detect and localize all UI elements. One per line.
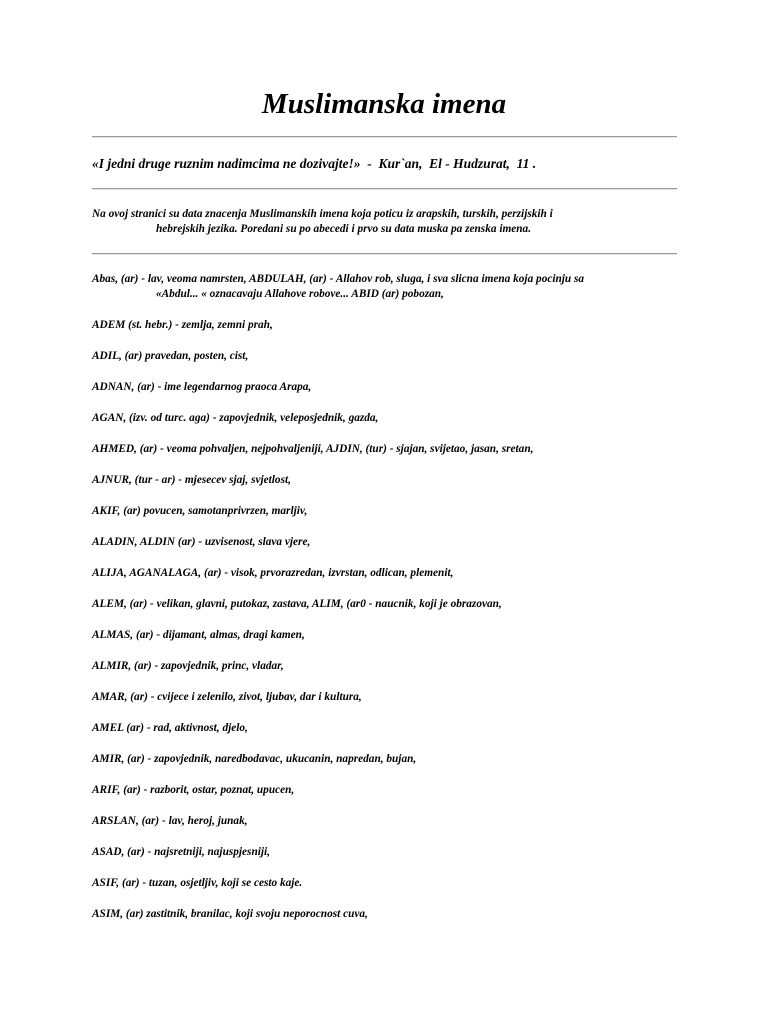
- name-entry-text: ASIM, (ar) zastitnik, branilac, koji svoju neporocnost cuva,: [92, 908, 368, 920]
- name-entry: [92, 272, 682, 302]
- name-entry-text: AKIF, (ar) povucen, samotanprivrzen, marljiv,: [92, 505, 308, 517]
- name-entry-continuation: «Abdul... « oznacavaju Allahove robove... ABID (ar) pobozan,: [156, 288, 444, 300]
- name-entry: [92, 783, 682, 798]
- name-entry-text: ALEM, (ar) - velikan, glavni, putokaz, zastava, ALIM, (ar0 - naucnik, koji je obrazovan,: [92, 598, 502, 610]
- name-entry: [92, 442, 682, 457]
- name-entry: [92, 566, 682, 581]
- name-entry-text: ALADIN, ALDIN (ar) - uzvisenost, slava vjere,: [92, 536, 311, 548]
- intro-line: hebrejskih jezika. Poredani su po abecedi i prvo su data muska pa zenska imena.: [156, 223, 532, 235]
- name-entry-list: [92, 272, 682, 938]
- name-entry-text: ASAD, (ar) - najsretniji, najuspjesniji,: [92, 846, 270, 858]
- divider-rule: [92, 188, 677, 190]
- name-entry-text: ALIJA, AGANALAGA, (ar) - visok, prvorazredan, izvrstan, odlican, plemenit,: [92, 567, 454, 579]
- quran-quote: «I jedni druge ruznim nadimcima ne dozivajte!» - Kur`an, El - Hudzurat, 11 .: [92, 156, 537, 171]
- divider-rule: [92, 136, 677, 138]
- name-entry: [92, 380, 682, 395]
- name-entry-text: ALMAS, (ar) - dijamant, almas, dragi kamen,: [92, 629, 305, 641]
- name-entry-text: AMEL (ar) - rad, aktivnost, djelo,: [92, 722, 248, 734]
- name-entry: [92, 473, 682, 488]
- name-entry: [92, 318, 682, 333]
- name-entry-text: AMIR, (ar) - zapovjednik, naredbodavac, ukucanin, napredan, bujan,: [92, 753, 417, 765]
- name-entry: [92, 504, 682, 519]
- name-entry-text: ADEM (st. hebr.) - zemlja, zemni prah,: [92, 319, 273, 331]
- name-entry: [92, 597, 682, 612]
- name-entry-text: AHMED, (ar) - veoma pohvaljen, nejpohvaljeniji, AJDIN, (tur) - sjajan, svijetao, jasan, sretan,: [92, 443, 534, 455]
- name-entry: [92, 721, 682, 736]
- name-entry-text: ASIF, (ar) - tuzan, osjetljiv, koji se cesto kaje.: [92, 877, 303, 889]
- name-entry: [92, 907, 682, 922]
- name-entry: [92, 876, 682, 891]
- name-entry-text: AMAR, (ar) - cvijece i zelenilo, zivot, ljubav, dar i kultura,: [92, 691, 362, 703]
- name-entry-text: ALMIR, (ar) - zapovjednik, princ, vladar,: [92, 660, 284, 672]
- name-entry: [92, 752, 682, 767]
- name-entry: [92, 535, 682, 550]
- document-title: Muslimanska imena: [261, 88, 507, 120]
- name-entry-text: ADIL, (ar) pravedan, posten, cist,: [92, 350, 249, 362]
- intro-paragraph: [92, 207, 662, 237]
- name-entry: [92, 411, 682, 426]
- name-entry-text: ARIF, (ar) - razborit, ostar, poznat, upucen,: [92, 784, 295, 796]
- name-entry: [92, 659, 682, 674]
- intro-line: Na ovoj stranici su data znacenja Muslimanskih imena koja poticu iz arapskih, turskih, perzijskih i: [92, 208, 553, 220]
- name-entry-text: AJNUR, (tur - ar) - mjesecev sjaj, svjetlost,: [92, 474, 291, 486]
- name-entry-text: ADNAN, (ar) - ime legendarnog praoca Arapa,: [92, 381, 312, 393]
- name-entry: [92, 628, 682, 643]
- name-entry: [92, 349, 682, 364]
- divider-rule: [92, 253, 677, 255]
- name-entry-text: AGAN, (izv. od turc. aga) - zapovjednik, veleposjednik, gazda,: [92, 412, 379, 424]
- name-entry-text: ARSLAN, (ar) - lav, heroj, junak,: [92, 815, 248, 827]
- name-entry: [92, 690, 682, 705]
- name-entry: [92, 814, 682, 829]
- name-entry-text: Abas, (ar) - lav, veoma namrsten, ABDULAH, (ar) - Allahov rob, sluga, i sva slicna imena koja pocinju sa: [92, 273, 585, 285]
- name-entry: [92, 845, 682, 860]
